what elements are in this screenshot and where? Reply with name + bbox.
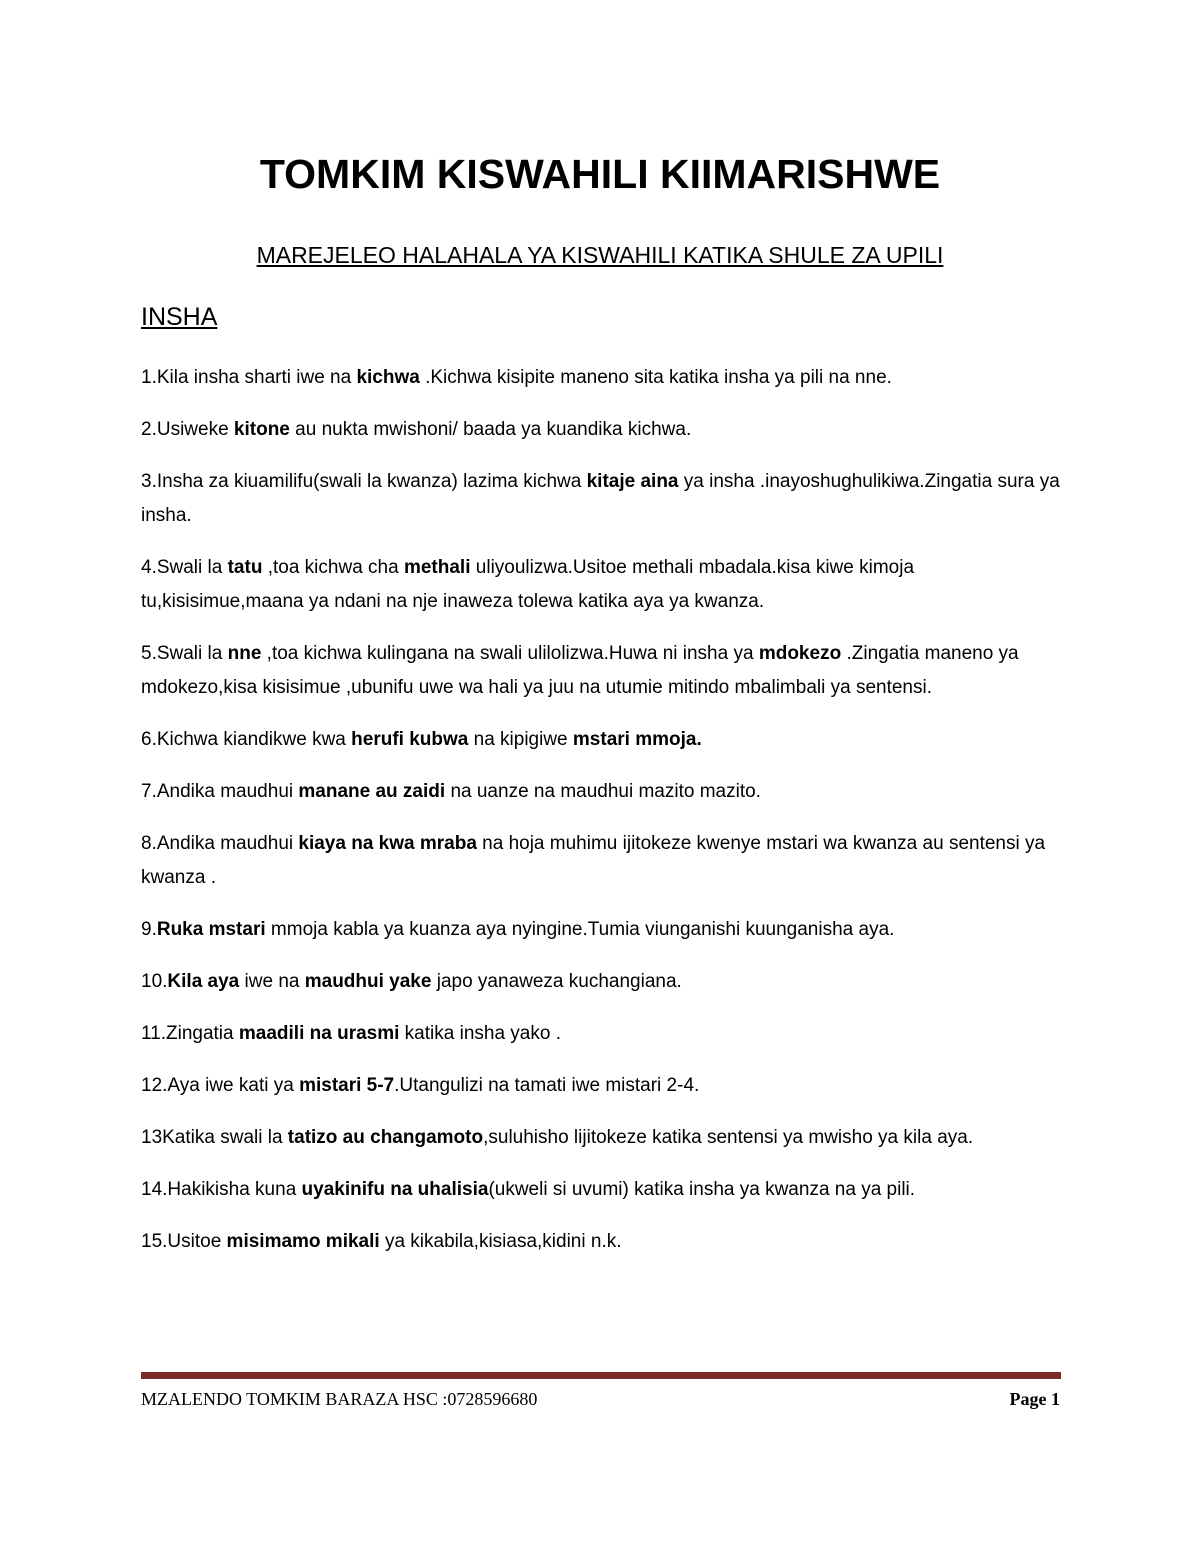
- rule-emphasis: uyakinifu na uhalisia: [301, 1179, 489, 1200]
- rule-item: [141, 913, 1061, 947]
- rule-item: [141, 465, 1061, 533]
- rules-list: [141, 361, 1061, 1277]
- rule-text: 2.Usiweke: [141, 419, 234, 440]
- rule-text: uliyoulizwa.Usitoe methali mbadala.kisa kiwe kimoja tu,kisisimue,maana ya ndani na nje inaweza tolewa katika aya ya kwanza.: [141, 557, 915, 612]
- rule-emphasis: methali: [403, 557, 471, 578]
- rule-item: [141, 1069, 1061, 1103]
- rule-item: [141, 1173, 1061, 1207]
- rule-text: 5.Swali la: [141, 643, 228, 664]
- rule-text: ,toa kichwa cha: [262, 557, 404, 578]
- rule-emphasis: maudhui yake: [304, 971, 432, 992]
- rule-text: japo yanaweza kuchangiana.: [431, 971, 682, 992]
- rule-text: na hoja muhimu ijitokeze kwenye mstari wa kwanza au sentensi ya kwanza .: [141, 833, 1046, 888]
- rule-emphasis: kitaje aina: [586, 471, 679, 492]
- rule-emphasis: manane au zaidi: [298, 781, 446, 802]
- rule-emphasis: tatizo au changamoto: [287, 1127, 484, 1148]
- rule-item: [141, 1121, 1061, 1155]
- rule-text: 3.Insha za kiuamilifu(swali la kwanza) lazima kichwa: [141, 471, 587, 492]
- page-number: Page 1: [1009, 1389, 1060, 1409]
- section-heading: INSHA: [141, 303, 218, 331]
- rule-text: .Kichwa kisipite maneno sita katika insha ya pili na nne.: [419, 367, 892, 388]
- rule-emphasis: tatu: [227, 557, 263, 578]
- rule-text: 11.Zingatia: [141, 1023, 239, 1044]
- rule-text: .Utangulizi na tamati iwe mistari 2-4.: [394, 1075, 700, 1096]
- rule-item: [141, 827, 1061, 895]
- document-title: TOMKIM KISWAHILI KIIMARISHWE: [259, 151, 941, 197]
- document-subtitle: MAREJELEO HALAHALA YA KISWAHILI KATIKA SHULE ZA UPILI: [256, 242, 944, 268]
- rule-text: ya insha .inayoshughulikiwa.Zingatia sura ya insha.: [141, 471, 1060, 526]
- rule-emphasis: kiaya na kwa mraba: [298, 833, 477, 854]
- rule-emphasis: mstari mmoja.: [572, 729, 702, 750]
- rule-emphasis: herufi kubwa: [351, 729, 469, 750]
- rule-emphasis: maadili na urasmi: [238, 1023, 400, 1044]
- rule-text: mmoja kabla ya kuanza aya nyingine.Tumia viunganishi kuunganisha aya.: [265, 919, 895, 940]
- rule-emphasis: mdokezo: [758, 643, 842, 664]
- rule-emphasis: kichwa: [356, 367, 420, 388]
- rule-emphasis: Ruka mstari: [156, 919, 266, 940]
- rule-item: [141, 637, 1061, 705]
- rule-emphasis: nne: [227, 643, 262, 664]
- rule-text: 9.: [141, 919, 157, 940]
- rule-text: na uanze na maudhui mazito mazito.: [445, 781, 761, 802]
- rule-text: (ukweli si uvumi) katika insha ya kwanza na ya pili.: [488, 1179, 916, 1200]
- rule-emphasis: mistari 5-7: [299, 1075, 395, 1096]
- rule-text: 6.Kichwa kiandikwe kwa: [141, 729, 352, 750]
- rule-text: ya kikabila,kisiasa,kidini n.k.: [379, 1231, 622, 1252]
- footer-divider: [141, 1372, 1061, 1379]
- rule-text: na kipigiwe: [468, 729, 573, 750]
- rule-text: 4.Swali la: [141, 557, 228, 578]
- rule-text: au nukta mwishoni/ baada ya kuandika kichwa.: [289, 419, 692, 440]
- rule-item: [141, 551, 1061, 619]
- rule-text: 14.Hakikisha kuna: [141, 1179, 302, 1200]
- rule-item: [141, 1017, 1061, 1051]
- rule-item: [141, 413, 1061, 447]
- rule-text: katika insha yako .: [399, 1023, 561, 1044]
- footer-author: MZALENDO TOMKIM BARAZA HSC :0728596680: [141, 1389, 538, 1409]
- rule-emphasis: kitone: [233, 419, 290, 440]
- rule-emphasis: misimamo mikali: [226, 1231, 380, 1252]
- rule-text: ,toa kichwa kulingana na swali ulilolizwa.Huwa ni insha ya: [261, 643, 759, 664]
- rule-text: 13Katika swali la: [141, 1127, 288, 1148]
- rule-text: 10.: [141, 971, 168, 992]
- rule-item: [141, 723, 1061, 757]
- rule-item: [141, 775, 1061, 809]
- rule-text: ,suluhisho lijitokeze katika sentensi ya mwisho ya kila aya.: [483, 1127, 974, 1148]
- rule-item: [141, 361, 1061, 395]
- rule-text: 15.Usitoe: [141, 1231, 227, 1252]
- rule-item: [141, 965, 1061, 999]
- rule-emphasis: Kila aya: [167, 971, 240, 992]
- rule-text: 8.Andika maudhui: [141, 833, 299, 854]
- rule-text: 7.Andika maudhui: [141, 781, 299, 802]
- rule-item: [141, 1225, 1061, 1259]
- rule-text: 1.Kila insha sharti iwe na: [141, 367, 357, 388]
- rule-text: iwe na: [239, 971, 305, 992]
- rule-text: .Zingatia maneno ya mdokezo,kisa kisisimue ,ubunifu uwe wa hali ya juu na utumie mitindo mbalimbali ya sentensi.: [141, 643, 1019, 698]
- rule-text: 12.Aya iwe kati ya: [141, 1075, 300, 1096]
